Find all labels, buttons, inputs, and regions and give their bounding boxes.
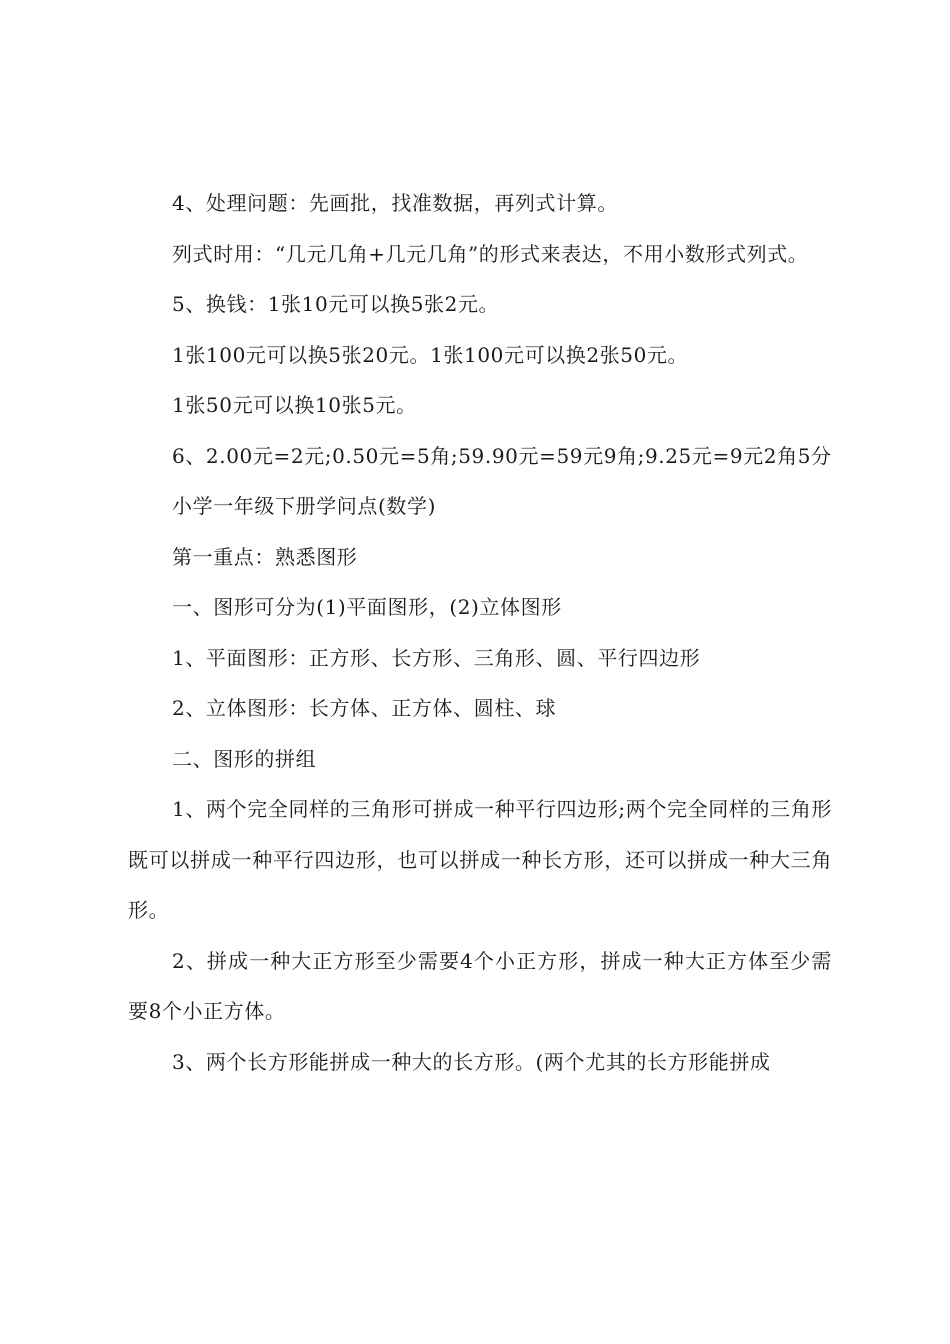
- paragraph-10: 1、平面图形：正方形、长方形、三角形、圆、平行四边形: [172, 645, 701, 670]
- subsection-heading: 第一重点：熟悉图形: [172, 544, 358, 569]
- paragraph-4: 1张100元可以换5张20元。1张100元可以换2张50元。: [172, 342, 689, 367]
- paragraph-11: 2、立体图形：长方体、正方体、圆柱、球: [172, 696, 557, 720]
- paragraph-3: 5、换钱：1张10元可以换5张2元。: [172, 292, 500, 316]
- paragraph-5: 1张50元可以换10张5元。: [172, 393, 417, 417]
- document-body: [128, 178, 832, 1087]
- paragraph-13: 1、两个完全同样的三角形可拼成一种平行四边形;两个完全同样的三角形既可以拼成一种平行四边形，也可以拼成一种长方形，还可以拼成一种大三角形。: [128, 797, 832, 922]
- paragraph-15: 3、两个长方形能拼成一种大的长方形。(两个尤其的长方形能拼成: [172, 1049, 771, 1074]
- paragraph-2: 列式时用：“几元几角+几元几角”的形式来表达，不用小数形式列式。: [172, 241, 809, 266]
- paragraph-9: 一、图形可分为(1)平面图形，(2)立体图形: [172, 595, 562, 619]
- paragraph-6: 6、2.00元=2元;0.50元=5角;59.90元=59元9角;9.25元=9元2角5分: [172, 443, 832, 468]
- paragraph-14: 2、拼成一种大正方形至少需要4个小正方形，拼成一种大正方体至少需要8个小正方体。: [128, 948, 832, 1023]
- section-heading: 小学一年级下册学问点(数学): [172, 494, 437, 518]
- paragraph-12: 二、图形的拼组: [172, 746, 317, 771]
- paragraph-1: 4、处理问题：先画批，找准数据，再列式计算。: [172, 191, 618, 215]
